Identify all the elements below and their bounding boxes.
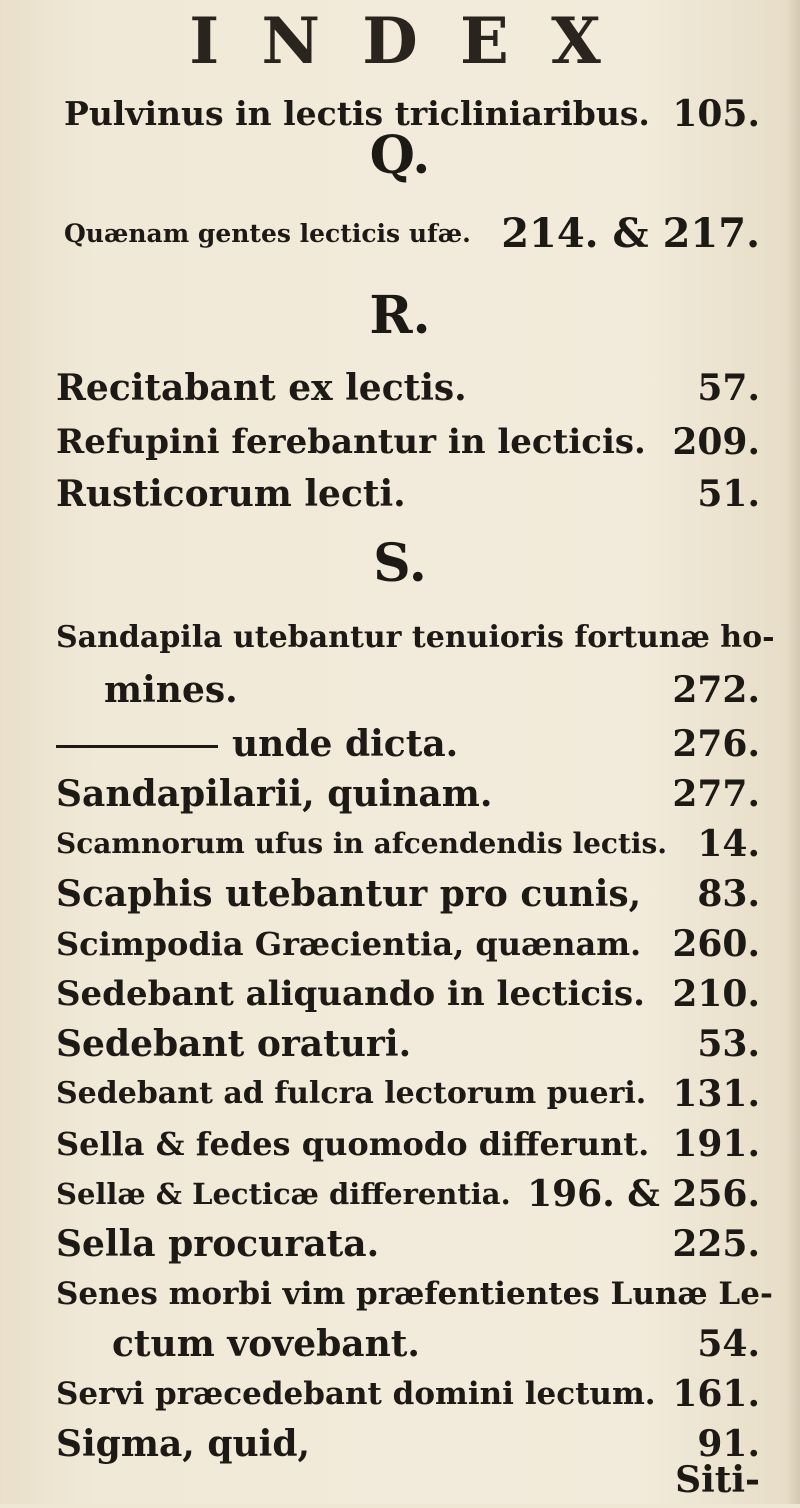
- entry-text: Sella procurata.: [56, 1223, 380, 1265]
- entry-text: Scamnorum ufus in afcendendis lectis.: [56, 827, 668, 860]
- index-entry: [0, 662, 800, 718]
- entry-text: Quænam gentes lecticis ufæ.: [64, 219, 471, 248]
- catchword-line: [0, 1452, 800, 1508]
- index-entry: [0, 1366, 800, 1422]
- entry-text: Sandapilarii, quinam.: [56, 773, 493, 815]
- entry-text: Scimpodia Græcientia, quænam.: [56, 925, 642, 963]
- index-entry: [0, 1016, 800, 1072]
- entry-page: 161.: [672, 1373, 760, 1415]
- entry-page: 54.: [697, 1323, 760, 1365]
- entry-text: mines.: [104, 669, 238, 711]
- entry-text: Recitabant ex lectis.: [56, 367, 467, 409]
- entry-text: Sedebant aliquando in lecticis.: [56, 974, 645, 1014]
- ditto-dash: [56, 745, 218, 748]
- entry-page: 91.: [697, 1423, 760, 1465]
- index-entry: [0, 1316, 800, 1372]
- entry-page: 14.: [697, 823, 760, 865]
- page-header: I N D E X: [189, 4, 611, 79]
- entry-page: 209.: [672, 421, 760, 463]
- index-entry: [0, 1116, 800, 1172]
- section-letter-s: S.: [373, 533, 427, 594]
- entry-page: 214. & 217.: [501, 210, 760, 257]
- entry-page: 105.: [672, 93, 760, 135]
- entry-text: Servi præcedebant domini lectum.: [56, 1376, 656, 1412]
- entry-text: Sedebant ad fulcra lectorum pueri.: [56, 1076, 647, 1111]
- index-entry: [0, 1066, 800, 1122]
- entry-text: Scaphis utebantur pro cunis,: [56, 873, 642, 915]
- section-letter-q: Q.: [369, 125, 431, 186]
- entry-page: 131.: [672, 1073, 760, 1115]
- index-entry: [0, 466, 800, 522]
- index-entry: [0, 1266, 800, 1322]
- catchword: Siti-: [675, 1459, 760, 1501]
- entry-page: 51.: [697, 473, 760, 515]
- entry-page: 191.: [672, 1123, 760, 1165]
- index-entry: [0, 966, 800, 1022]
- entry-text: Refupini ferebantur in lecticis.: [56, 422, 646, 462]
- page-edge-shadow: [786, 0, 800, 1504]
- entry-text: ctum vovebant.: [112, 1323, 420, 1365]
- index-entry: [0, 610, 800, 666]
- entry-text: Sella & fedes quomodo differunt.: [56, 1125, 650, 1163]
- index-entry: [0, 766, 800, 822]
- index-entry: [0, 360, 800, 416]
- index-entry: [0, 1216, 800, 1272]
- index-entry: [0, 206, 800, 262]
- entry-page: 276.: [672, 723, 760, 765]
- entry-text: Sandapila utebantur tenuioris fortunæ ho-: [56, 620, 775, 655]
- section-letter-r: R.: [369, 285, 431, 346]
- entry-page: 272.: [672, 669, 760, 711]
- entry-page: 196. & 256.: [527, 1173, 760, 1215]
- entry-page: 57.: [697, 367, 760, 409]
- entry-text: Senes morbi vim præfentientes Lunæ Le-: [56, 1276, 773, 1312]
- entry-text: unde dicta.: [232, 723, 459, 765]
- entry-text: Sedebant oraturi.: [56, 1023, 412, 1065]
- entry-page: 225.: [672, 1223, 760, 1265]
- entry-text: Sigma, quid,: [56, 1423, 311, 1465]
- entry-text: Sellæ & Lecticæ differentia.: [56, 1177, 511, 1211]
- index-entry: [0, 414, 800, 470]
- entry-page: 277.: [672, 773, 760, 815]
- entry-page: 260.: [672, 923, 760, 965]
- entry-page: 53.: [697, 1023, 760, 1065]
- index-entry: [0, 716, 800, 772]
- entry-text: Rusticorum lecti.: [56, 473, 406, 515]
- index-entry: [0, 916, 800, 972]
- index-entry: [0, 816, 800, 872]
- entry-page: 83.: [697, 873, 760, 915]
- index-entry: [0, 1166, 800, 1222]
- index-entry: [0, 866, 800, 922]
- entry-text: Pulvinus in lectis tricliniaribus.: [64, 94, 650, 133]
- entry-page: 210.: [672, 973, 760, 1015]
